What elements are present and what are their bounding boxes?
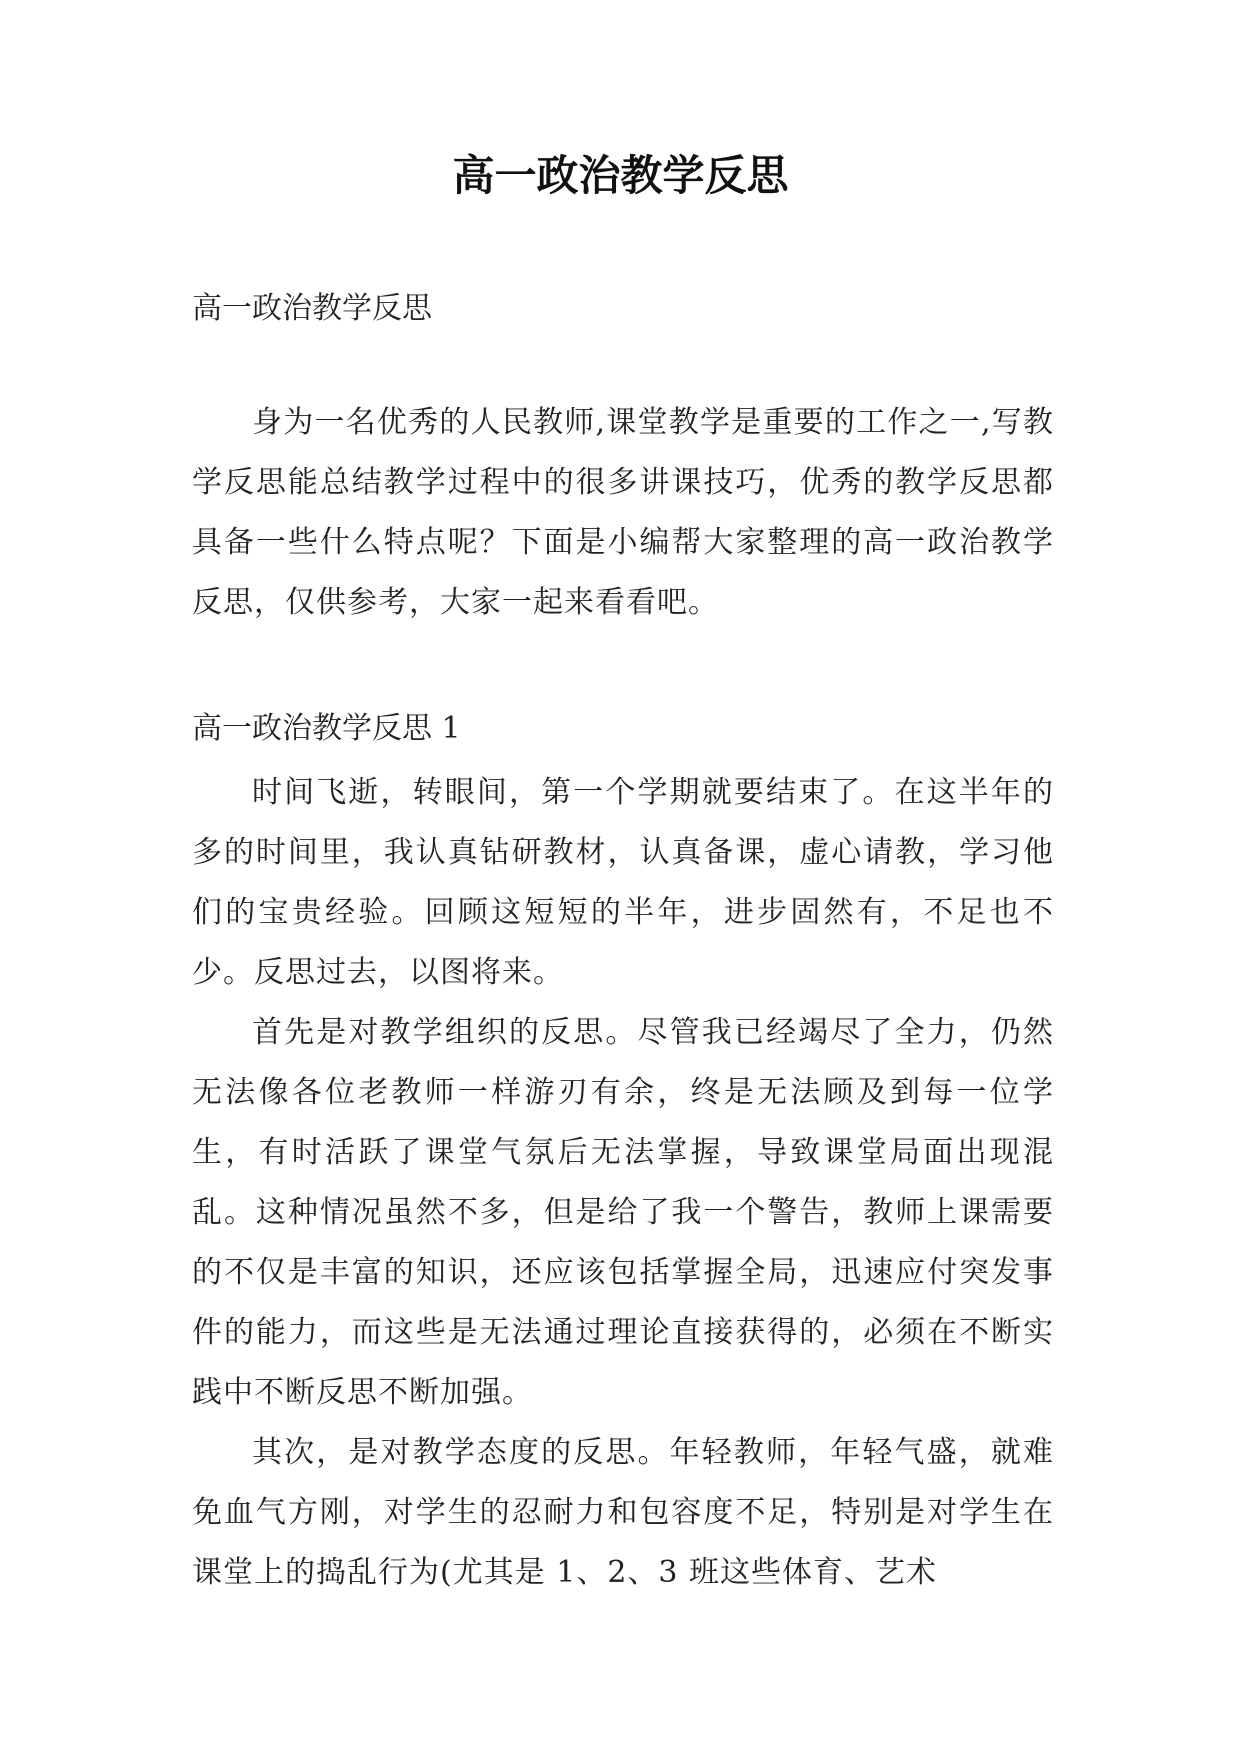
spacer bbox=[192, 749, 1054, 763]
document-subtitle: 高一政治教学反思 bbox=[192, 291, 432, 326]
body-paragraph: 首先是对教学组织的反思。尽管我已经竭尽了全力，仍然无法像各位老教师一样游刃有余，终是无法顾及到每一位学生，有时活跃了课堂气氛后无法掌握，导致课堂局面出现混乱。这种情况虽然不多，但是给了我一个警告，教师上课需要的不仅是丰富的知识，还应该包括掌握全局，迅速应付突发事件的能力，而这些是无法通过理论直接获得的，必须在不断实践中不断反思不断加强。 bbox=[192, 1015, 1054, 1410]
spacer bbox=[192, 633, 1054, 709]
intro-paragraph: 身为一名优秀的人民教师,课堂教学是重要的工作之一,写教学反思能总结教学过程中的很多讲课技巧，优秀的教学反思都具备一些什么特点呢？下面是小编帮大家整理的高一政治教学反思，仅供参考，大家一起来看看吧。 bbox=[192, 405, 1054, 620]
document-body bbox=[192, 289, 1054, 1603]
section-heading: 高一政治教学反思 1 bbox=[192, 711, 461, 746]
body-paragraph: 其次，是对教学态度的反思。年轻教师，年轻气盛，就难免血气方刚，对学生的忍耐力和包容度不足，特别是对学生在课堂上的捣乱行为(尤其是 1、2、3 班这些体育、艺术 bbox=[192, 1435, 1054, 1590]
document-title: 高一政治教学反思 bbox=[452, 151, 789, 200]
spacer bbox=[192, 329, 1054, 393]
body-paragraph: 时间飞逝，转眼间，第一个学期就要结束了。在这半年的多的时间里，我认真钻研教材，认真备课，虚心请教，学习他们的宝贵经验。回顾这短短的半年，进步固然有，不足也不少。反思过去，以图将来。 bbox=[192, 775, 1054, 990]
